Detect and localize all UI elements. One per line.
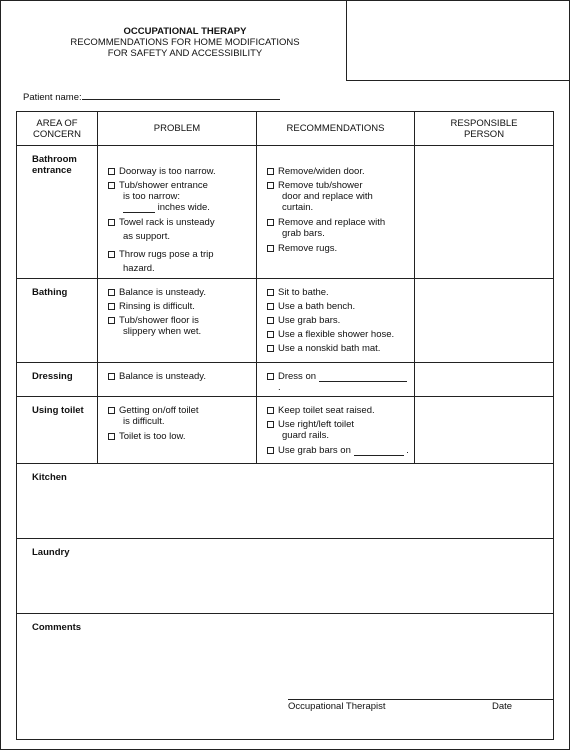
rec-item xyxy=(267,343,410,354)
bathroom-problems xyxy=(98,146,257,279)
rec-text: Keep toilet seat raised. xyxy=(278,405,375,416)
area-using-toilet: Using toilet xyxy=(17,397,98,464)
rec-text xyxy=(278,371,410,393)
bathing-recommendations xyxy=(257,279,415,363)
row-comments xyxy=(17,614,554,740)
checkbox-remove-rugs[interactable] xyxy=(267,245,274,252)
recommendations-table xyxy=(16,111,554,740)
header-responsible-person xyxy=(415,112,554,146)
dressing-responsible[interactable] xyxy=(415,363,554,397)
checkbox-sit-to-bathe[interactable] xyxy=(267,289,274,296)
row-dressing xyxy=(17,363,554,397)
occupational-therapist-label: Occupational Therapist xyxy=(288,701,386,712)
rec-item xyxy=(267,287,410,298)
checkbox-replace-grab-bars[interactable] xyxy=(267,219,274,226)
problem-text: Rinsing is difficult. xyxy=(119,301,195,312)
header-row xyxy=(17,112,554,146)
date-label: Date xyxy=(492,701,513,712)
problem-text-cont: slippery when wet. xyxy=(123,326,202,337)
checkbox-floor-slippery[interactable] xyxy=(108,317,115,324)
checkbox-doorway-narrow[interactable] xyxy=(108,168,115,175)
title-line-1: OCCUPATIONAL THERAPY xyxy=(123,26,247,37)
label-stamp-box xyxy=(346,0,570,81)
dress-on-period: . xyxy=(278,382,281,393)
patient-name-field[interactable] xyxy=(82,99,280,100)
problem-item xyxy=(108,301,252,312)
problem-text: Tub/shower entrance xyxy=(119,180,208,191)
problem-text: Towel rack is unsteady xyxy=(119,217,215,228)
area-bathroom-line-1: Bathroom xyxy=(32,154,77,165)
bathing-responsible[interactable] xyxy=(415,279,554,363)
rec-item xyxy=(267,301,410,312)
rec-text: Sit to bathe. xyxy=(278,287,329,298)
rec-text-cont: guard rails. xyxy=(282,430,329,441)
bathroom-recommendations xyxy=(257,146,415,279)
rec-item xyxy=(267,180,410,191)
dress-on-blank-field[interactable] xyxy=(319,373,407,382)
title-line-3: FOR SAFETY AND ACCESSIBILITY xyxy=(107,48,263,59)
rec-text: Remove and replace with xyxy=(278,217,386,228)
signature-line[interactable] xyxy=(288,699,553,700)
rec-text xyxy=(278,445,410,456)
rec-item xyxy=(267,405,410,416)
checkbox-throw-rugs[interactable] xyxy=(108,251,115,258)
problem-text: Throw rugs pose a trip xyxy=(119,249,214,260)
problem-text: Balance is unsteady. xyxy=(119,371,206,382)
checkbox-dress-on[interactable] xyxy=(267,373,274,380)
problem-item xyxy=(108,287,252,298)
problem-text: Getting on/off toilet xyxy=(119,405,199,416)
problem-text-cont: is too narrow: xyxy=(123,191,181,202)
row-using-toilet xyxy=(17,397,554,464)
checkbox-remove-door[interactable] xyxy=(267,168,274,175)
problem-item xyxy=(108,180,252,191)
checkbox-towel-rack[interactable] xyxy=(108,219,115,226)
problem-item xyxy=(108,249,252,260)
area-bathroom-line-2: entrance xyxy=(32,165,72,176)
problem-text-cont: hazard. xyxy=(123,263,155,274)
title-line-2: RECOMMENDATIONS FOR HOME MODIFICATIONS xyxy=(70,37,300,48)
checkbox-dressing-balance[interactable] xyxy=(108,373,115,380)
area-bathing: Bathing xyxy=(17,279,98,363)
problem-text-cont xyxy=(108,202,252,213)
rec-item xyxy=(267,371,410,393)
problem-item xyxy=(108,371,252,382)
problem-text: Balance is unsteady. xyxy=(119,287,206,298)
rec-item xyxy=(267,445,410,456)
header-responsible-line-1: RESPONSIBLE xyxy=(450,117,518,129)
problem-item xyxy=(108,315,252,326)
rec-text: Use a flexible shower hose. xyxy=(278,329,395,340)
dressing-problems xyxy=(98,363,257,397)
header-problem: PROBLEM xyxy=(98,112,257,146)
rec-text: Remove rugs. xyxy=(278,243,338,254)
area-laundry[interactable]: Laundry xyxy=(17,539,554,614)
rec-text: Remove/widen door. xyxy=(278,166,365,177)
problem-item xyxy=(108,405,252,416)
header-area-line-1: AREA OF xyxy=(36,117,78,129)
patient-name-label: Patient name: xyxy=(23,92,82,103)
problem-text: Toilet is too low. xyxy=(119,431,186,442)
rec-item xyxy=(267,419,410,430)
row-bathing xyxy=(17,279,554,363)
problem-item xyxy=(108,166,252,177)
area-bathroom-entrance xyxy=(17,146,98,279)
row-bathroom-entrance xyxy=(17,146,554,279)
area-comments[interactable]: Comments xyxy=(17,614,554,740)
form-title xyxy=(40,26,330,59)
grab-bars-blank-field[interactable] xyxy=(354,447,404,456)
rec-text-cont: door and replace with xyxy=(282,191,373,202)
checkbox-rinsing-difficult[interactable] xyxy=(108,303,115,310)
checkbox-remove-tub-door[interactable] xyxy=(267,182,274,189)
rec-item xyxy=(267,329,410,340)
dressing-recommendations xyxy=(257,363,415,397)
problem-inches-text: inches wide. xyxy=(157,202,210,213)
checkbox-toilet-low[interactable] xyxy=(108,433,115,440)
problem-item xyxy=(108,217,252,228)
checkbox-tub-entrance-narrow[interactable] xyxy=(108,182,115,189)
rec-item xyxy=(267,217,410,228)
header-area-line-2: CONCERN xyxy=(32,128,82,140)
grab-bars-period: . xyxy=(406,445,409,456)
rec-item xyxy=(267,315,410,326)
checkbox-seat-raised[interactable] xyxy=(267,407,274,414)
toilet-recommendations xyxy=(257,397,415,464)
bathing-problems xyxy=(98,279,257,363)
checkbox-nonskid-mat[interactable] xyxy=(267,345,274,352)
checkbox-grab-bars[interactable] xyxy=(267,317,274,324)
bathroom-responsible[interactable] xyxy=(415,146,554,279)
problem-text: Doorway is too narrow. xyxy=(119,166,216,177)
row-laundry xyxy=(17,539,554,614)
rec-text: Use right/left toilet xyxy=(278,419,355,430)
rec-text-cont: curtain. xyxy=(282,202,314,213)
grab-bars-on-text: Use grab bars on xyxy=(278,445,351,456)
header-area-of-concern xyxy=(17,112,98,146)
checkbox-bath-bench[interactable] xyxy=(267,303,274,310)
checkbox-balance-unsteady[interactable] xyxy=(108,289,115,296)
toilet-responsible[interactable] xyxy=(415,397,554,464)
checkbox-shower-hose[interactable] xyxy=(267,331,274,338)
header-responsible-line-2: PERSON xyxy=(463,128,505,140)
problem-text-cont: as support. xyxy=(123,231,170,242)
rec-text: Remove tub/shower xyxy=(278,180,363,191)
area-dressing: Dressing xyxy=(17,363,98,397)
header-recommendations: RECOMMENDATIONS xyxy=(257,112,415,146)
rec-item xyxy=(267,166,410,177)
dress-on-text: Dress on xyxy=(278,371,317,382)
inches-blank-field[interactable] xyxy=(123,204,155,213)
rec-item xyxy=(267,243,410,254)
problem-item xyxy=(108,431,252,442)
toilet-problems xyxy=(98,397,257,464)
rec-text: Use a nonskid bath mat. xyxy=(278,343,381,354)
row-kitchen xyxy=(17,464,554,539)
area-kitchen[interactable]: Kitchen xyxy=(17,464,554,539)
rec-text: Use grab bars. xyxy=(278,315,341,326)
rec-text-cont: grab bars. xyxy=(282,228,325,239)
checkbox-guard-rails[interactable] xyxy=(267,421,274,428)
problem-text-cont: is difficult. xyxy=(123,416,165,427)
checkbox-toilet-on-off[interactable] xyxy=(108,407,115,414)
checkbox-toilet-grab-bars[interactable] xyxy=(267,447,274,454)
problem-text: Tub/shower floor is xyxy=(119,315,199,326)
rec-text: Use a bath bench. xyxy=(278,301,356,312)
